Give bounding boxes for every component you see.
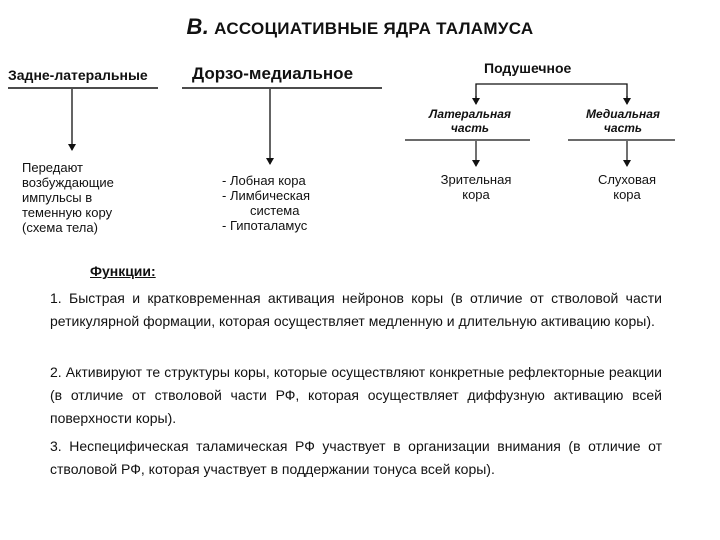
lateral-part-label-line: Латеральная <box>429 107 511 121</box>
visual-cortex-line: Зрительная <box>440 172 512 187</box>
posterolateral-line: возбуждающие <box>22 175 114 190</box>
posterolateral-description <box>22 160 114 235</box>
pulvinar-heading: Подушечное <box>484 60 572 76</box>
dorsomedial-line: - Лобная кора <box>222 173 306 188</box>
dorsomedial-line: - Гипоталамус <box>222 218 308 233</box>
medial-part-label-line: часть <box>603 121 643 135</box>
auditory-cortex-line: Слуховая <box>597 172 657 187</box>
lateral-part-label-line: часть <box>450 121 490 135</box>
dorsomedial-line: система <box>250 203 300 218</box>
title-letter: В. <box>186 14 210 39</box>
posterolateral-line: импульсы в <box>22 190 93 205</box>
function-item-1: 1. Быстрая и кратковременная активация нейронов коры (в отличие от стволовой части ретикулярной формации, которая осуществляет медленную и длительную активацию коры). <box>50 290 662 329</box>
posterolateral-heading: Задне-латеральные <box>8 67 148 83</box>
auditory-cortex-target <box>572 172 682 202</box>
auditory-cortex-line: кора <box>613 187 641 202</box>
medial-part-label-line: Медиальная <box>586 107 660 121</box>
pulvinar-bracket <box>476 84 627 99</box>
functions-title: Функции: <box>90 263 156 279</box>
posterolateral-line: теменную кору <box>22 205 113 220</box>
lateral-part-label <box>410 107 530 135</box>
posterolateral-line: Передают <box>22 160 83 175</box>
function-item-2: 2. Активируют те структуры коры, которые осуществляют конкретные рефлекторные реакции (в отличие от стволовой части РФ, которая осуществляет диффузную активацию всей поверхности коры). <box>50 364 662 426</box>
title-text: АССОЦИАТИВНЫЕ ЯДРА ТАЛАМУСА <box>214 19 534 38</box>
dorsomedial-heading: Дорзо-медиальное <box>192 64 354 83</box>
medial-part-label <box>567 107 679 135</box>
posterolateral-line: (схема тела) <box>22 220 98 235</box>
dorsomedial-description <box>222 173 342 233</box>
visual-cortex-target <box>418 172 534 202</box>
visual-cortex-line: кора <box>462 187 490 202</box>
function-item-3: 3. Неспецифическая таламическая РФ участвует в организации внимания (в отличие от стволовой РФ, которая участвует в поддержании тонуса всей коры). <box>50 438 662 477</box>
dorsomedial-line: - Лимбическая <box>222 188 310 203</box>
